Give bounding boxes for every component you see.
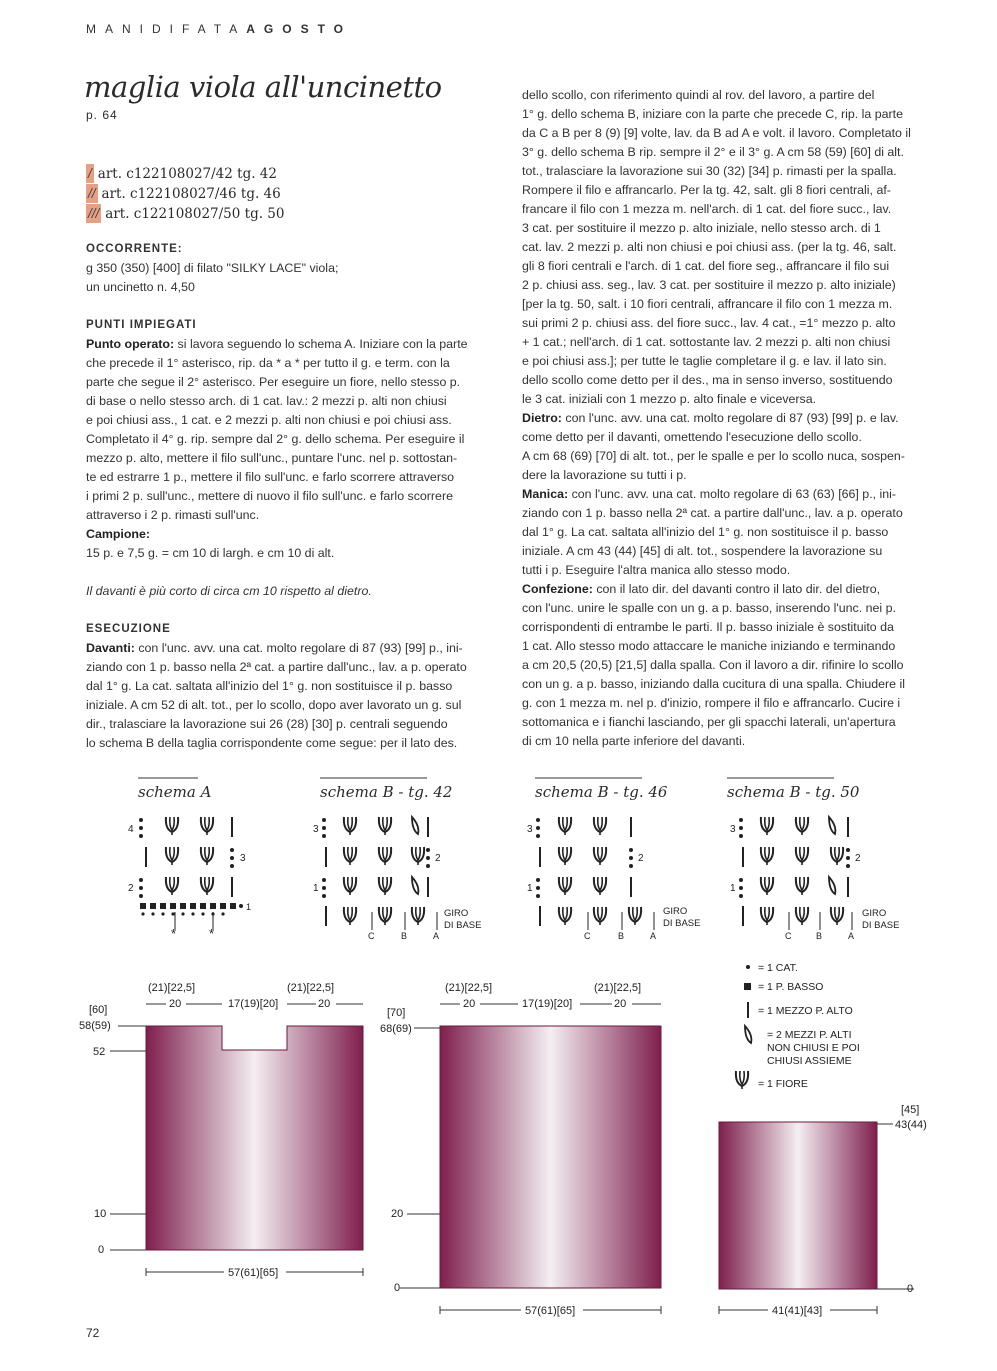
marker-b: B xyxy=(816,931,823,941)
text-line: 1 cat. Allo stesso modo attaccare le maniche iniziando e terminando xyxy=(522,639,896,653)
text-span: con l'unc. avv. una cat. molto regolare di 63 (63) [66] p., ini- xyxy=(568,487,897,501)
text-line: corrispondenti di entrambe le parti. Il p. basso iniziale è sostituito da xyxy=(522,620,894,634)
text-line: cat. lav. 2 mezzi p. alti non chiusi e poi chiusi ass. (per la tg. 46, salt. xyxy=(522,240,897,254)
row-number: 1 xyxy=(313,883,319,894)
base-label: GIRO xyxy=(663,906,688,917)
text-line: iniziale. A cm 43 (44) [45] di alt. tot., sospendere la lavorazione su xyxy=(522,544,883,558)
text-line: [per la tg. 50, salt. i 10 fiori centrali, affrancare il filo con 1 mezza m. xyxy=(522,297,893,311)
row-number: 1 xyxy=(527,883,533,894)
dim-label: 20 xyxy=(391,1208,404,1220)
schema-title: schema A xyxy=(138,783,212,801)
row-number: 3 xyxy=(240,853,246,864)
size-mark: /// xyxy=(88,206,100,221)
dim-label: (21)[22,5] xyxy=(287,982,335,994)
text-line: ziando con 1 p. basso nella 2ª cat. a partire dall'unc., lav. a p. operato xyxy=(86,660,467,674)
row-number: 2 xyxy=(435,853,441,864)
legend-text: = 1 P. BASSO xyxy=(758,981,824,993)
back-schematic xyxy=(380,982,661,1317)
dim-label: 17(19)[20] xyxy=(228,998,279,1010)
row-number: 2 xyxy=(638,853,644,864)
text-line: + 1 cat.; nell'arch. di 1 cat. sottostante lav. 2 mezzi p. alti non chiusi xyxy=(522,335,891,349)
marker-c: C xyxy=(584,931,591,941)
dim-label: 52 xyxy=(93,1046,106,1058)
text-line: 3 cat. per sostituire il mezzo p. alto iniziale, nello stesso arch. di 1 xyxy=(522,221,881,235)
text-line: di cm 10 nella parte inferiore del davanti. xyxy=(522,734,746,748)
campione-label: Campione: xyxy=(86,527,151,541)
row-number: 2 xyxy=(855,853,861,864)
legend-text: = 2 MEZZI P. ALTI xyxy=(767,1029,852,1041)
square-icon xyxy=(744,983,751,990)
dim-label: 58(59) xyxy=(79,1020,111,1032)
text-line: dal 1° g. La cat. saltata all'inizio del 1° g. non sostituisce il p. basso xyxy=(522,525,889,539)
text-line: dello scollo, con riferimento quindi al rov. del lavoro, a partire del xyxy=(522,88,875,102)
dim-label: [45] xyxy=(901,1104,920,1116)
article-code-text: art. c122108027/50 tg. 50 xyxy=(105,206,285,222)
text-line: 15 p. e 7,5 g. = cm 10 di largh. e cm 10 di alt. xyxy=(86,546,335,560)
article-title: maglia viola all'uncinetto xyxy=(84,70,442,104)
base-label: GIRO xyxy=(444,908,469,919)
text-span: con il lato dir. del davanti contro il lato dir. del dietro, xyxy=(592,582,881,596)
schema-b-50-chart xyxy=(730,817,900,941)
dim-label: 43(44) xyxy=(895,1119,927,1131)
text-line: Completato il 4° g. rip. sempre dal 2° g. dello schema. Per eseguire il xyxy=(86,432,465,446)
dim-label: (21)[22,5] xyxy=(594,982,642,994)
text-line: 2 p. chiusi ass. seg., lav. 3 cat. per sostituire il mezzo p. alto iniziale) xyxy=(522,278,896,292)
marker-b: B xyxy=(401,931,408,941)
page-number: 72 xyxy=(86,1326,100,1340)
schema-b-46-chart xyxy=(527,817,701,941)
repeat-star: * xyxy=(171,926,177,941)
dim-label: 17(19)[20] xyxy=(522,998,573,1010)
header-month: AGOSTO xyxy=(246,22,353,36)
text-line: tutti i p. Eseguire l'altra manica allo stesso modo. xyxy=(522,563,791,577)
legend xyxy=(736,962,860,1090)
dot-icon xyxy=(746,965,750,969)
row-number: 4 xyxy=(128,824,134,835)
repeat-star: * xyxy=(209,926,215,941)
dim-label: 20 xyxy=(463,998,476,1010)
schema-a-chart xyxy=(128,817,251,941)
text-line: le 3 cat. iniziali con 1 mezzo p. alto finale e viceversa. xyxy=(522,392,817,406)
text-line: dal 1° g. La cat. saltata all'inizio del 1° g. non sostituisce il p. basso xyxy=(86,679,453,693)
schema-b-42-chart xyxy=(313,817,482,941)
row-number: 3 xyxy=(527,824,533,835)
text-line: g. con 1 mezza m. nel p. d'inizio, rompere il filo e affrancarlo. Cucire i xyxy=(522,696,901,710)
text-line: iniziale. A cm 52 di alt. tot., per lo scollo, dopo aver lavorato un g. sul xyxy=(86,698,462,712)
davanti-label: Davanti: xyxy=(86,641,135,655)
text-line: g 350 (350) [400] di filato "SILKY LACE" viola; xyxy=(86,261,339,275)
base-label: DI BASE xyxy=(663,918,701,929)
front-panel xyxy=(146,1026,363,1250)
base-label: GIRO xyxy=(862,908,887,919)
base-label: DI BASE xyxy=(862,920,900,931)
row-number: 3 xyxy=(313,824,319,835)
marker-a: A xyxy=(650,931,657,941)
text-line: attraverso i 2 p. rimasti sull'unc. xyxy=(86,508,260,522)
text-span: con l'unc. avv. una cat. molto regolare di 87 (93) [99] p. e lav. xyxy=(561,411,899,425)
legend-text: = 1 FIORE xyxy=(758,1078,808,1090)
text-line: lo schema B della taglia corrispondente come segue: per il lato des. xyxy=(86,736,458,750)
occorrente-heading: OCCORRENTE: xyxy=(86,243,183,255)
text-line: da C a B per 8 (9) [9] volte, lav. da B ad A e volt. il lavoro. Completato il xyxy=(522,126,911,140)
text-line: gli 8 fiori centrali e l'arch. di 1 cat. del fiore seg., affrancare il filo sui xyxy=(522,259,890,273)
dim-label: 20 xyxy=(318,998,331,1010)
schema-title: schema B - tg. 50 xyxy=(727,783,860,801)
text-line: e poi chiusi ass.]; per tutte le taglie completare il g. e lav. il lato sin. xyxy=(522,354,887,368)
text-line: sottomanica e i fianchi lasciando, per gli spacchi laterali, un'apertura xyxy=(522,715,896,729)
marker-a: A xyxy=(433,931,440,941)
row-number: 3 xyxy=(730,824,736,835)
size-mark: // xyxy=(88,186,96,201)
text-line: 3° g. dello schema B rip. sempre il 2° e il 3° g. A cm 58 (59) [60] di alt. xyxy=(522,145,904,159)
dim-label: [70] xyxy=(387,1007,406,1019)
marker-b: B xyxy=(618,931,625,941)
text-line: con l'unc. unire le spalle con un g. a p. basso, inserendo l'unc. nei p. xyxy=(522,601,896,615)
legend-text: = 1 MEZZO P. ALTO xyxy=(758,1005,853,1017)
dim-label: [60] xyxy=(89,1004,108,1016)
text-span: con l'unc. avv. una cat. molto regolare di 87 (93) [99] p., ini- xyxy=(134,641,463,655)
schema-title: schema B - tg. 42 xyxy=(320,783,453,801)
dim-label: 0 xyxy=(907,1283,914,1295)
dim-label: 57(61)[65] xyxy=(525,1305,576,1317)
schema-title: schema B - tg. 46 xyxy=(535,783,668,801)
text-line: tot., tralasciare la lavorazione sui 30 (32) [34] p. rimasti per la spalla. xyxy=(522,164,897,178)
front-schematic xyxy=(79,982,363,1279)
sleeve-schematic xyxy=(719,1104,927,1317)
back-panel xyxy=(440,1026,661,1288)
row-number: 2 xyxy=(128,883,134,894)
text-line: dere la lavorazione su tutti i p. xyxy=(522,468,687,482)
text-line: Rompere il filo e affrancarlo. Per la tg. 42, salt. gli 8 fiori centrali, af- xyxy=(522,183,891,197)
text-line: e poi chiusi ass., 1 cat. e 2 mezzi p. alti non chiusi e poi chiusi ass. xyxy=(86,413,452,427)
dim-label: (21)[22,5] xyxy=(445,982,493,994)
flower-icon xyxy=(736,1071,748,1089)
row-number: 1 xyxy=(730,883,736,894)
dim-label: (21)[22,5] xyxy=(148,982,196,994)
text-line: A cm 68 (69) [70] di alt. tot., per le spalle e per lo scollo nuca, sospen- xyxy=(522,449,905,463)
text-line: sui primi 2 p. chiusi ass. del fiore succ., lav. 4 cat., =1° mezzo p. alto xyxy=(522,316,896,330)
sleeve-panel xyxy=(719,1122,877,1289)
dim-label: 0 xyxy=(394,1282,401,1294)
legend-text: NON CHIUSI E POI xyxy=(767,1042,860,1054)
text-line: mezzo p. alto, mettere il filo sull'unc., puntare l'unc. nel p. sottostan- xyxy=(86,451,458,465)
text-line: dello scollo come detto per il des., ma in senso inverso, sostituendo xyxy=(522,373,893,387)
svg-text:1: 1 xyxy=(246,902,252,912)
text-line: 1° g. dello schema B, iniziare con la parte che precede C, rip. la parte xyxy=(522,107,904,121)
dim-label: 10 xyxy=(94,1208,107,1220)
header-brand: MANIDIFATA xyxy=(86,22,247,36)
text-line: come detto per il davanti, omettendo l'esecuzione dello scollo. xyxy=(522,430,862,444)
text-line: ziando con 1 p. basso nella 2ª cat. a partire dall'unc., lav. a p. operato xyxy=(522,506,903,520)
text-line: francare il filo con 1 mezza m. nell'arch. di 1 cat. del fiore succ., lav. xyxy=(522,202,892,216)
text-line: te ed estrarre 1 p., mettere il filo sull'unc. e farlo scorrere attraverso xyxy=(86,470,455,484)
esecuzione-heading: ESECUZIONE xyxy=(86,623,171,635)
dim-label: 57(61)[65] xyxy=(228,1267,279,1279)
text-line: che precede il 1° asterisco, rip. da * a * per tutto il g. e term. con la xyxy=(86,356,450,370)
text-line: parte che segue il 2° asterisco. Per eseguire un fiore, nello stesso p. xyxy=(86,375,461,389)
text-line: i primi 2 p. sull'unc., mettere di nuovo il filo sull'unc. e farlo scorrere xyxy=(86,489,453,503)
marker-c: C xyxy=(368,931,375,941)
dietro-label: Dietro: xyxy=(522,411,562,425)
page-reference: p. 64 xyxy=(86,108,118,122)
marker-c: C xyxy=(785,931,792,941)
dim-label: 0 xyxy=(98,1244,105,1256)
leaf-icon xyxy=(745,1026,751,1043)
operato-label: Punto operato: xyxy=(86,337,175,351)
dim-label: 41(41)[43] xyxy=(772,1305,823,1317)
legend-text: = 1 CAT. xyxy=(758,962,798,974)
text-line: un uncinetto n. 4,50 xyxy=(86,280,195,294)
dim-label: 20 xyxy=(614,998,627,1010)
article-code-text: art. c122108027/42 tg. 42 xyxy=(97,166,277,182)
marker-a: A xyxy=(848,931,855,941)
base-label: DI BASE xyxy=(444,920,482,931)
dim-label: 68(69) xyxy=(380,1023,412,1035)
text-line: a cm 20,5 (20,5) [21,5] dalla spalla. Con il lavoro a dir. rifinire lo scollo xyxy=(522,658,904,672)
confezione-label: Confezione: xyxy=(522,582,593,596)
note: Il davanti è più corto di circa cm 10 rispetto al dietro. xyxy=(86,584,372,598)
text-line: con un g. a p. basso, iniziando dalla cucitura di una spalla. Chiudere il xyxy=(522,677,905,691)
text-line: di base o nello stesso arch. di 1 cat. lav.: 2 mezzi p. alti non chiusi xyxy=(86,394,447,408)
punti-heading: PUNTI IMPIEGATI xyxy=(86,319,197,331)
text-span: si lavora seguendo lo schema A. Iniziare con la parte xyxy=(174,337,468,351)
article-code-text: art. c122108027/46 tg. 46 xyxy=(101,186,281,202)
text-line: dir., tralasciare la lavorazione sui 26 (28) [30] p. centrali seguendo xyxy=(86,717,448,731)
manica-label: Manica: xyxy=(522,487,569,501)
size-mark: / xyxy=(88,166,92,181)
legend-text: CHIUSI ASSIEME xyxy=(767,1055,852,1067)
dim-label: 20 xyxy=(169,998,182,1010)
